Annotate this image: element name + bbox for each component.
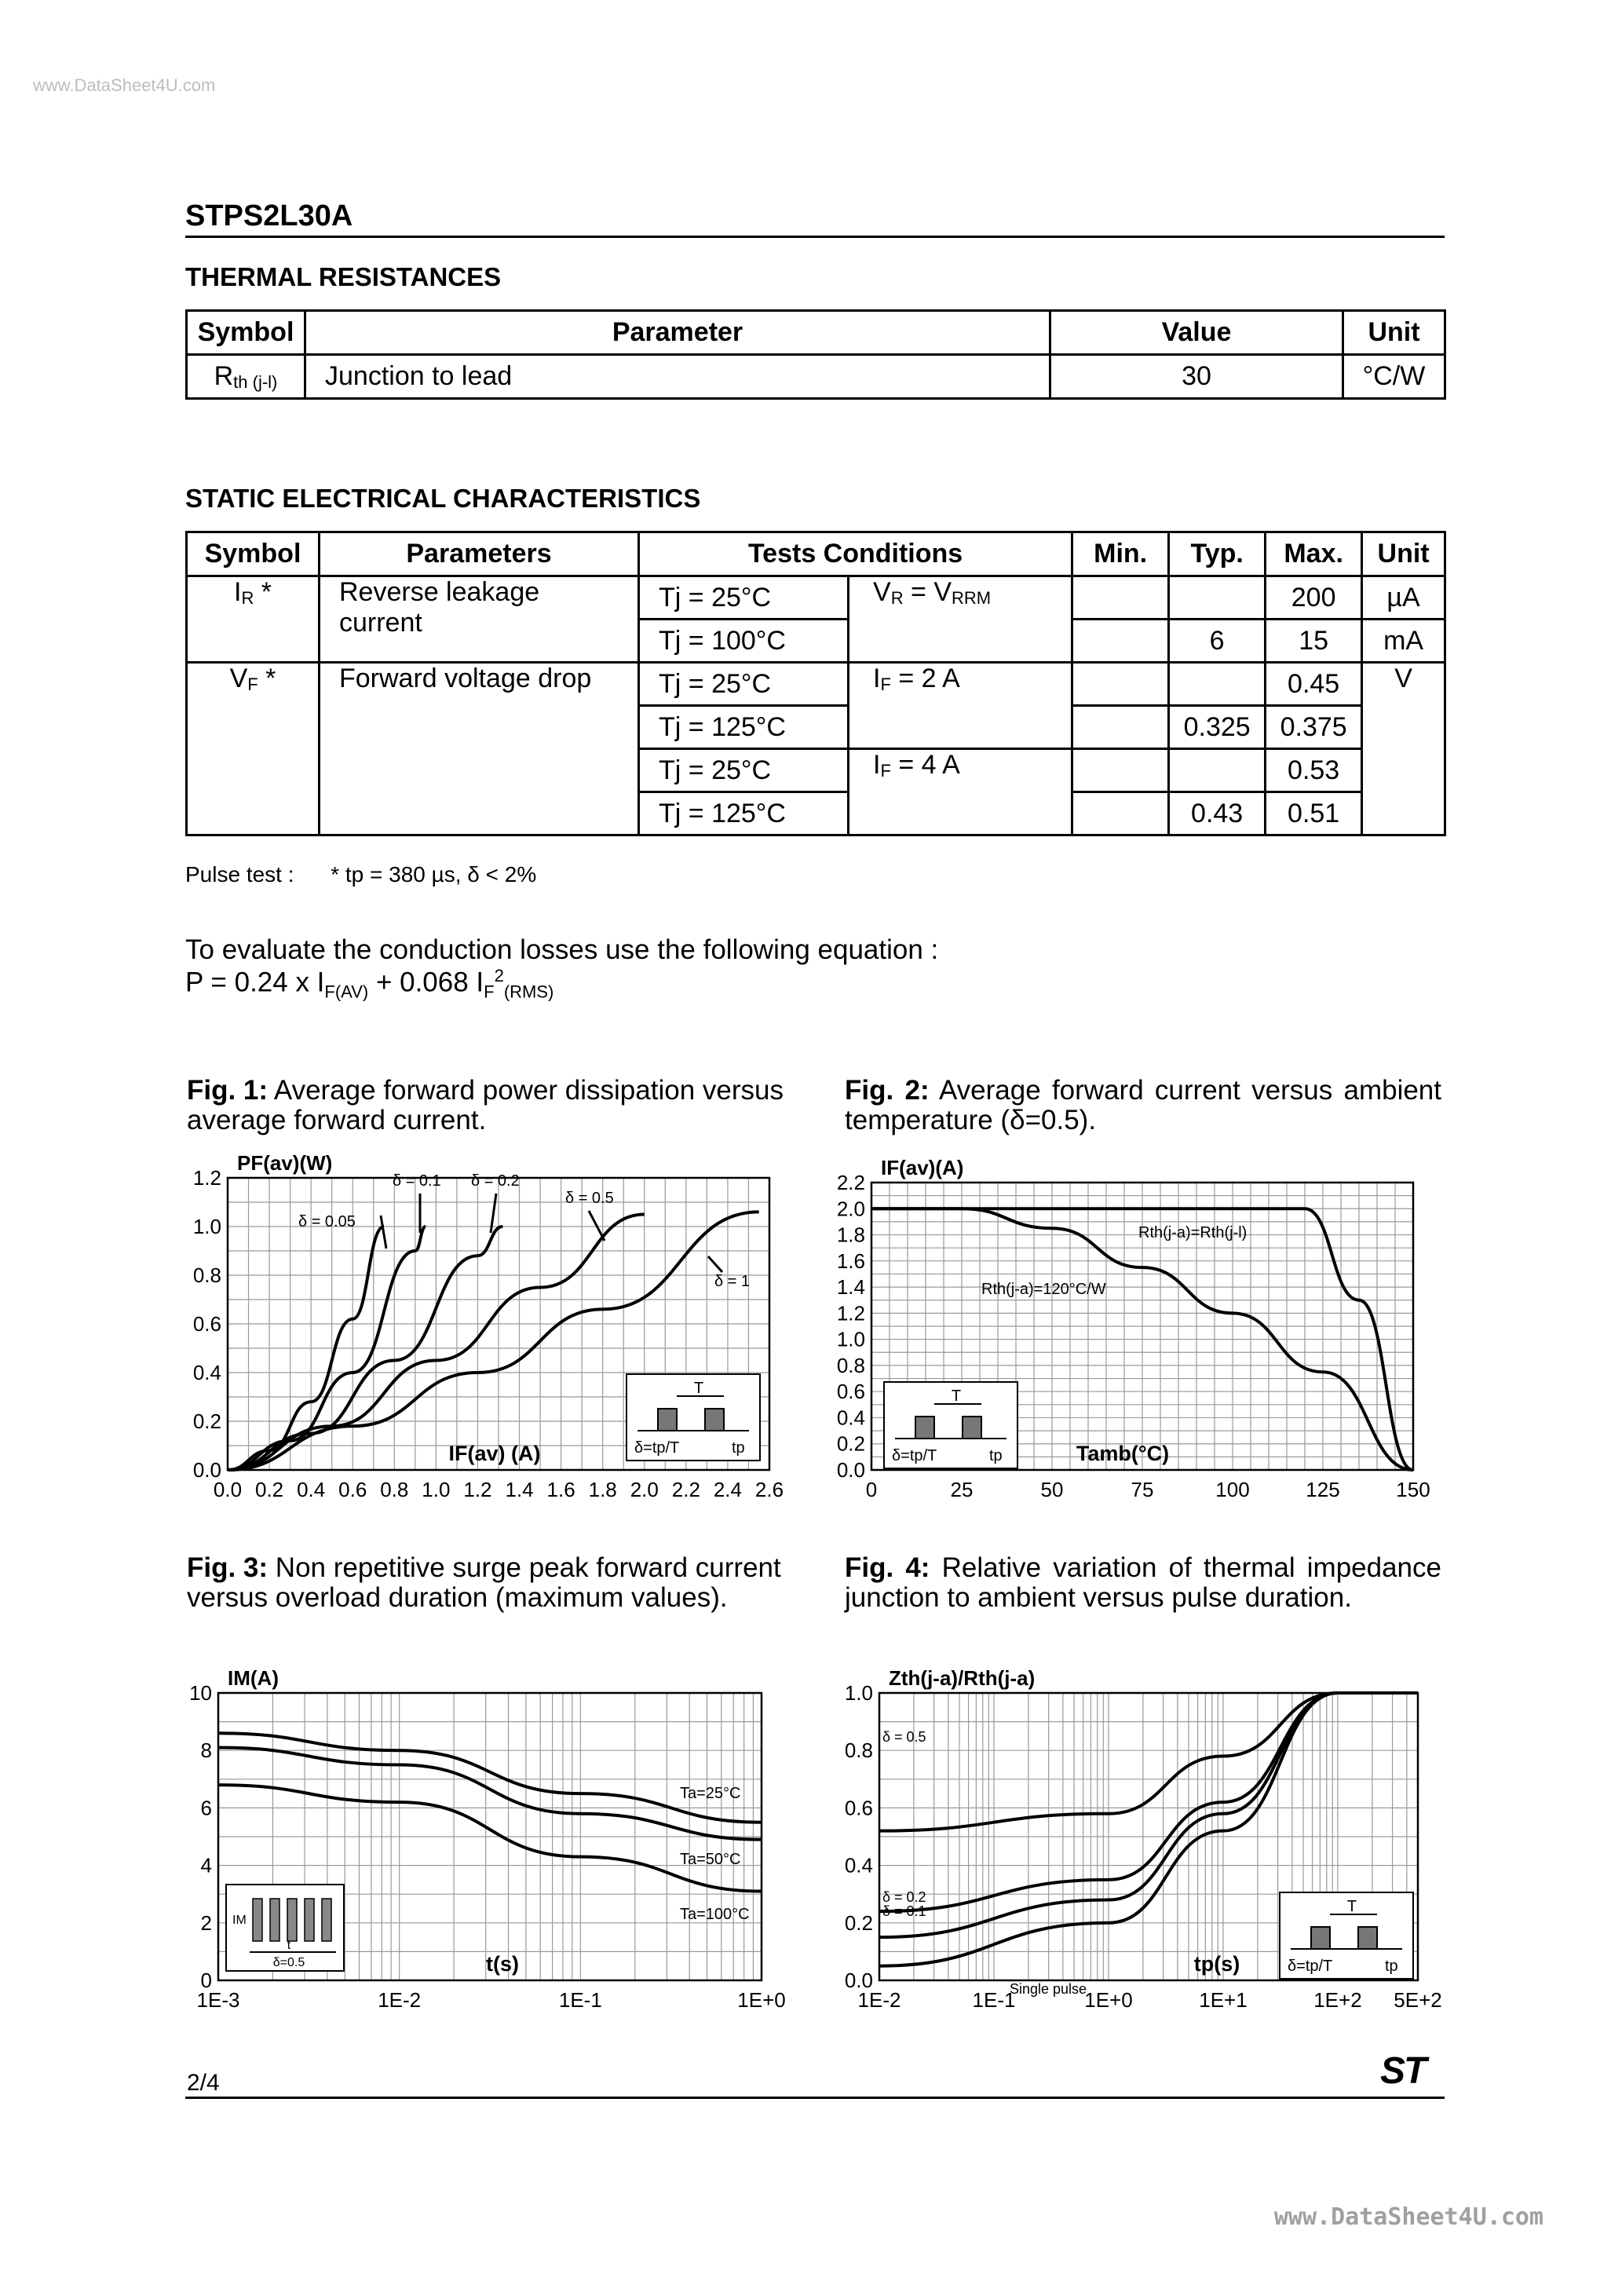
- x-tick-label: 1E-2: [857, 1988, 901, 2012]
- cell-param-ir: Reverse leakage current: [320, 576, 639, 663]
- inset-tp-label: tp: [732, 1439, 745, 1457]
- y-tick-label: 0.0: [192, 1458, 221, 1482]
- inset-t-label: T: [951, 1387, 962, 1405]
- inset-pulse: [1358, 1927, 1377, 1949]
- cell-tj: Tj = 25°C: [639, 576, 849, 620]
- curve-label: Ta=50°C: [680, 1851, 741, 1868]
- y-tick-label: 0.6: [192, 1312, 221, 1336]
- fig2-chart: [836, 1154, 1460, 1515]
- y-tick-label: 0.0: [844, 1969, 873, 1992]
- inset-im-label: IM: [232, 1914, 247, 1927]
- curve-label: Ta=100°C: [680, 1906, 750, 1923]
- x-tick-label: 75: [1131, 1478, 1154, 1501]
- thermal-table: [185, 309, 1446, 400]
- x-tick-label: 25: [950, 1478, 974, 1501]
- y-axis-label: IF(av)(A): [881, 1156, 964, 1179]
- x-tick-label: 150: [1396, 1478, 1430, 1501]
- x-axis-label: Tamb(°C): [1076, 1442, 1170, 1465]
- static-table: [185, 531, 1446, 836]
- x-tick-label: 5E+2: [1394, 1988, 1442, 2012]
- y-tick-label: 0.6: [844, 1796, 873, 1820]
- th-symbol: Symbol: [187, 311, 305, 355]
- th-parameter: Parameter: [305, 311, 1050, 355]
- footer-rule: [185, 2097, 1445, 2099]
- inset-t-label: t: [287, 1939, 291, 1952]
- th-parameters: Parameters: [320, 532, 639, 576]
- y-tick-label: 0.8: [844, 1738, 873, 1763]
- curve-label: δ = 0.2: [471, 1172, 520, 1190]
- x-tick-label: 1.4: [505, 1478, 534, 1501]
- th-unit: Unit: [1343, 311, 1445, 355]
- x-tick-label: 100: [1215, 1478, 1250, 1501]
- cell-symbol-ir: $I_R$ *: [187, 576, 320, 663]
- x-tick-label: 125: [1306, 1478, 1340, 1501]
- inset-tp-label: tp: [1385, 1958, 1398, 1975]
- fig4-chart: [840, 1665, 1468, 2026]
- cell-min: [1072, 706, 1169, 749]
- x-tick-label: 0.4: [297, 1478, 326, 1501]
- cell-value: 30: [1050, 355, 1343, 399]
- x-tick-label: 50: [1040, 1478, 1064, 1501]
- y-tick-label: 1.6: [836, 1249, 865, 1273]
- y-tick-label: 0.0: [836, 1458, 865, 1482]
- curve-label: δ = 0.5: [882, 1729, 926, 1745]
- equation-intro: To evaluate the conduction losses use the following equation :: [185, 934, 939, 965]
- y-tick-label: 1.8: [836, 1223, 865, 1247]
- inset-pulse: [305, 1899, 314, 1941]
- cell-tj: Tj = 25°C: [639, 663, 849, 706]
- cell-cond-vf-2a: $I_F = 2$ A: [849, 663, 1072, 749]
- th-test-conditions: Tests Conditions: [639, 532, 1072, 576]
- y-tick-label: 2.0: [836, 1197, 865, 1221]
- fig3-caption: Fig. 3: Non repetitive surge peak forward current versus overload duration (maximum values).: [187, 1552, 781, 1613]
- cell-cond-vf-4a: $I_F = 4$ A: [849, 749, 1072, 835]
- x-tick-label: 1.2: [463, 1478, 492, 1501]
- y-axis-label: Zth(j-a)/Rth(j-a): [889, 1666, 1036, 1690]
- y-tick-label: 1.2: [836, 1301, 865, 1325]
- th-value: Value: [1050, 311, 1343, 355]
- cell-max: 0.51: [1266, 792, 1362, 835]
- series-line: [218, 1733, 762, 1822]
- curve-label: δ = 1: [714, 1273, 751, 1290]
- curve-label: δ = 0.1: [882, 1903, 926, 1919]
- th-max: Max.: [1266, 532, 1362, 576]
- y-tick-label: 1.4: [836, 1275, 865, 1300]
- x-axis-label: IF(av) (A): [448, 1442, 541, 1465]
- inset-pulse: [287, 1899, 297, 1941]
- y-axis-label: IM(A): [228, 1666, 279, 1690]
- cell-typ: 0.43: [1169, 792, 1266, 835]
- cell-typ: [1169, 663, 1266, 706]
- x-tick-label: 1E-1: [972, 1988, 1016, 2012]
- cell-min: [1072, 749, 1169, 792]
- x-tick-label: 1.8: [588, 1478, 617, 1501]
- watermark-bottom: www.DataSheet4U.com: [1273, 2203, 1543, 2231]
- y-tick-label: 1.0: [836, 1327, 865, 1351]
- y-tick-label: 0.4: [836, 1406, 865, 1430]
- y-tick-label: 2: [200, 1910, 212, 1935]
- cell-typ: 6: [1169, 620, 1266, 663]
- curve-label: Single pulse: [1010, 1981, 1087, 1997]
- x-tick-label: 0.8: [380, 1478, 409, 1501]
- cell-max: 0.53: [1266, 749, 1362, 792]
- table-row: [187, 576, 1445, 620]
- cell-min: [1072, 576, 1169, 620]
- static-heading: STATIC ELECTRICAL CHARACTERISTICS: [185, 484, 701, 513]
- y-axis-label: PF(av)(W): [237, 1151, 333, 1175]
- fig2-caption: Fig. 2: Average forward current versus ambient temperature (δ=0.5).: [845, 1075, 1441, 1135]
- y-tick-label: 10: [189, 1681, 212, 1705]
- cell-parameter: Junction to lead: [305, 355, 1050, 399]
- y-tick-label: 0.2: [192, 1409, 221, 1433]
- x-tick-label: 1.0: [422, 1478, 451, 1501]
- table-row: [187, 663, 1445, 706]
- inset-t-label: T: [1346, 1898, 1357, 1915]
- inset-duty-label: δ=0.5: [272, 1956, 305, 1969]
- curve-label: Rth(j-a)=120°C/W: [981, 1281, 1106, 1298]
- fig1-chart: [181, 1151, 801, 1515]
- x-tick-label: 0.6: [338, 1478, 367, 1501]
- x-tick-label: 0: [865, 1478, 878, 1501]
- curve-pointer: [589, 1211, 605, 1241]
- cell-symbol: $R_{th (j-l)}$: [187, 355, 305, 399]
- curve-pointer: [381, 1216, 386, 1249]
- th-typ: Typ.: [1169, 532, 1266, 576]
- curve-pointer: [708, 1256, 722, 1272]
- x-tick-label: 0.2: [254, 1478, 284, 1501]
- curve-label: δ = 0.2: [882, 1889, 926, 1905]
- inset-pulse: [253, 1899, 262, 1941]
- th-symbol: Symbol: [187, 532, 320, 576]
- y-tick-label: 1.0: [844, 1681, 873, 1705]
- fig4-caption: Fig. 4: Relative variation of thermal impedance junction to ambient versus pulse duration.: [845, 1552, 1441, 1613]
- cell-unit: µA: [1362, 576, 1445, 620]
- watermark-top: www.DataSheet4U.com: [33, 75, 216, 95]
- cell-typ: 0.325: [1169, 706, 1266, 749]
- x-axis-label: tp(s): [1193, 1952, 1240, 1976]
- y-tick-label: 0: [200, 1969, 212, 1992]
- cell-tj: Tj = 100°C: [639, 620, 849, 663]
- y-tick-label: 0.4: [844, 1853, 873, 1877]
- th-min: Min.: [1072, 532, 1169, 576]
- x-tick-label: 1E+0: [1084, 1988, 1133, 2012]
- inset-pulse: [705, 1409, 724, 1431]
- y-tick-label: 6: [200, 1796, 212, 1820]
- curve-label: Rth(j-a)=Rth(j-l): [1138, 1224, 1248, 1241]
- x-tick-label: 1E-3: [196, 1988, 240, 2012]
- cell-unit: V: [1362, 663, 1445, 835]
- x-tick-label: 2.4: [713, 1478, 743, 1501]
- cell-max: 200: [1266, 576, 1362, 620]
- curve-label: δ = 0.05: [298, 1213, 356, 1230]
- x-tick-label: 1E+1: [1199, 1988, 1248, 2012]
- inset-pulse: [322, 1899, 331, 1941]
- st-logo: ST: [1380, 2050, 1426, 2092]
- thermal-heading: THERMAL RESISTANCES: [185, 262, 502, 291]
- inset-duty-label: δ=tp/T: [634, 1439, 680, 1457]
- fig1-caption: Fig. 1: Average forward power dissipation versus average forward current.: [187, 1075, 784, 1135]
- y-tick-label: 4: [200, 1853, 212, 1877]
- cell-unit: mA: [1362, 620, 1445, 663]
- inset-tp-label: tp: [989, 1447, 1003, 1464]
- cell-max: 0.45: [1266, 663, 1362, 706]
- y-tick-label: 1.2: [192, 1166, 221, 1190]
- cell-tj: Tj = 125°C: [639, 792, 849, 835]
- cell-typ: [1169, 576, 1266, 620]
- fig3-chart: [181, 1665, 801, 2026]
- document-title: STPS2L30A: [185, 199, 353, 232]
- x-tick-label: 0.0: [213, 1478, 243, 1501]
- x-tick-label: 1E-2: [378, 1988, 422, 2012]
- x-tick-label: 1E+2: [1313, 1988, 1362, 2012]
- curve-label: Ta=25°C: [680, 1785, 741, 1802]
- y-tick-label: 0.6: [836, 1380, 865, 1404]
- x-tick-label: 2.6: [754, 1478, 784, 1501]
- x-axis-label: t(s): [486, 1952, 519, 1976]
- inset-pulse: [1311, 1927, 1330, 1949]
- cell-unit: °C/W: [1343, 355, 1445, 399]
- cell-param-vf: Forward voltage drop: [320, 663, 639, 835]
- x-tick-label: 2.2: [671, 1478, 700, 1501]
- series-line: [879, 1693, 1418, 1831]
- header-rule: [185, 236, 1445, 238]
- cell-tj: Tj = 25°C: [639, 749, 849, 792]
- inset-t-label: T: [693, 1380, 704, 1397]
- inset-pulse: [658, 1409, 677, 1431]
- cell-max: 15: [1266, 620, 1362, 663]
- x-tick-label: 2.0: [630, 1478, 659, 1501]
- inset-pulse: [915, 1417, 934, 1439]
- cell-typ: [1169, 749, 1266, 792]
- equation: P = 0.24 x $I_{F(AV)} + 0.068$ $I_F^2_{(RMS)}$: [185, 966, 554, 1002]
- y-tick-label: 1.0: [192, 1215, 221, 1238]
- curve-label: δ = 0.1: [393, 1172, 441, 1190]
- y-tick-label: 0.4: [192, 1361, 221, 1384]
- th-unit: Unit: [1362, 532, 1445, 576]
- cell-min: [1072, 663, 1169, 706]
- cell-symbol-vf: $V_F$ *: [187, 663, 320, 835]
- x-tick-label: 1E-1: [558, 1988, 602, 2012]
- y-tick-label: 0.2: [836, 1431, 865, 1456]
- x-tick-label: 1.6: [546, 1478, 575, 1501]
- inset-duty-label: δ=tp/T: [1288, 1958, 1333, 1975]
- curve-label: δ = 0.5: [565, 1190, 614, 1207]
- y-tick-label: 2.2: [836, 1171, 865, 1194]
- inset-duty-label: δ=tp/T: [892, 1447, 937, 1464]
- cell-min: [1072, 792, 1169, 835]
- cell-cond-ir: $V_R = V_{RRM}$: [849, 576, 1072, 663]
- cell-max: 0.375: [1266, 706, 1362, 749]
- table-row: [187, 355, 1445, 399]
- cell-tj: Tj = 125°C: [639, 706, 849, 749]
- inset-pulse: [963, 1417, 981, 1439]
- y-tick-label: 0.8: [192, 1263, 221, 1287]
- cell-min: [1072, 620, 1169, 663]
- y-tick-label: 0.2: [844, 1910, 873, 1935]
- y-tick-label: 8: [200, 1738, 212, 1763]
- pulse-test-note: Pulse test : * tp = 380 µs, δ < 2%: [185, 862, 537, 887]
- x-tick-label: 1E+0: [737, 1988, 786, 2012]
- inset-pulse: [270, 1899, 279, 1941]
- y-tick-label: 0.8: [836, 1353, 865, 1377]
- page-number: 2/4: [187, 2070, 220, 2096]
